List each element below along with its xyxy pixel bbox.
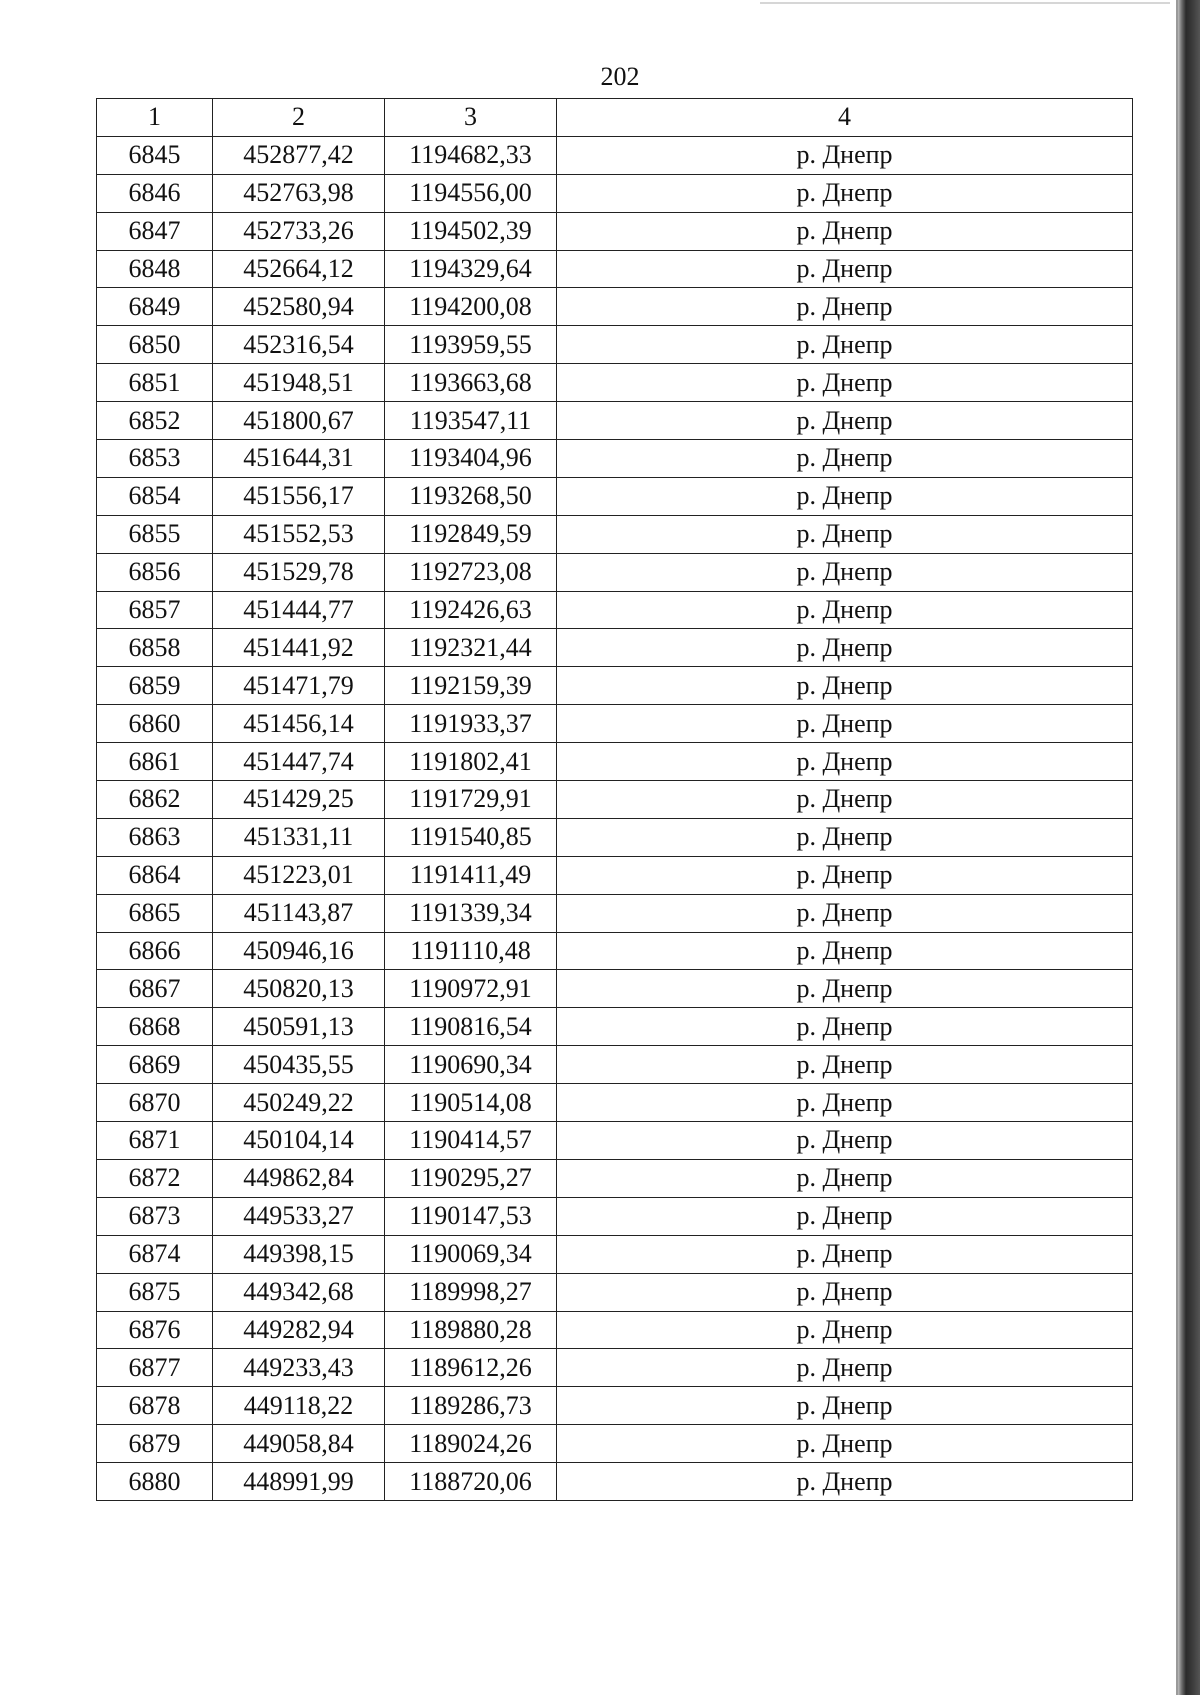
description-cell: р. Днепр (557, 970, 1133, 1008)
point-number-cell: 6856 (97, 553, 213, 591)
x-coordinate-cell: 449862,84 (213, 1159, 385, 1197)
point-number-cell: 6846 (97, 174, 213, 212)
x-coordinate-cell: 449058,84 (213, 1425, 385, 1463)
point-number-cell: 6845 (97, 136, 213, 174)
page-number: 202 (600, 62, 640, 91)
x-coordinate-cell: 451331,11 (213, 818, 385, 856)
table-row (97, 326, 1133, 364)
y-coordinate-cell: 1190414,57 (385, 1122, 557, 1160)
table-row (97, 1235, 1133, 1273)
description-cell: р. Днепр (557, 856, 1133, 894)
description-cell: р. Днепр (557, 212, 1133, 250)
point-number-cell: 6847 (97, 212, 213, 250)
point-number-cell: 6867 (97, 970, 213, 1008)
x-coordinate-cell: 451143,87 (213, 894, 385, 932)
x-coordinate-cell: 450104,14 (213, 1122, 385, 1160)
description-cell: р. Днепр (557, 402, 1133, 440)
point-number-cell: 6874 (97, 1235, 213, 1273)
y-coordinate-cell: 1193268,50 (385, 477, 557, 515)
description-cell: р. Днепр (557, 894, 1133, 932)
point-number-cell: 6878 (97, 1387, 213, 1425)
scan-edge (1178, 0, 1200, 1695)
x-coordinate-cell: 452316,54 (213, 326, 385, 364)
point-number-cell: 6871 (97, 1122, 213, 1160)
table-row (97, 932, 1133, 970)
point-number-cell: 6864 (97, 856, 213, 894)
table-row (97, 591, 1133, 629)
header-col-2: 2 (213, 99, 385, 137)
x-coordinate-cell: 451552,53 (213, 515, 385, 553)
y-coordinate-cell: 1192723,08 (385, 553, 557, 591)
point-number-cell: 6851 (97, 364, 213, 402)
y-coordinate-cell: 1190972,91 (385, 970, 557, 1008)
point-number-cell: 6854 (97, 477, 213, 515)
x-coordinate-cell: 450820,13 (213, 970, 385, 1008)
header-col-4: 4 (557, 99, 1133, 137)
table-row (97, 174, 1133, 212)
description-cell: р. Днепр (557, 515, 1133, 553)
table-row (97, 515, 1133, 553)
y-coordinate-cell: 1189998,27 (385, 1273, 557, 1311)
y-coordinate-cell: 1193663,68 (385, 364, 557, 402)
x-coordinate-cell: 450946,16 (213, 932, 385, 970)
description-cell: р. Днепр (557, 932, 1133, 970)
x-coordinate-cell: 452763,98 (213, 174, 385, 212)
description-cell: р. Днепр (557, 1387, 1133, 1425)
x-coordinate-cell: 451948,51 (213, 364, 385, 402)
x-coordinate-cell: 451800,67 (213, 402, 385, 440)
point-number-cell: 6866 (97, 932, 213, 970)
description-cell: р. Днепр (557, 1008, 1133, 1046)
x-coordinate-cell: 449533,27 (213, 1197, 385, 1235)
description-cell: р. Днепр (557, 743, 1133, 781)
description-cell: р. Днепр (557, 1349, 1133, 1387)
table-row (97, 1084, 1133, 1122)
y-coordinate-cell: 1194329,64 (385, 250, 557, 288)
y-coordinate-cell: 1190690,34 (385, 1046, 557, 1084)
y-coordinate-cell: 1191411,49 (385, 856, 557, 894)
y-coordinate-cell: 1190147,53 (385, 1197, 557, 1235)
description-cell: р. Днепр (557, 1122, 1133, 1160)
x-coordinate-cell: 451444,77 (213, 591, 385, 629)
description-cell: р. Днепр (557, 1273, 1133, 1311)
header-row (97, 99, 1133, 137)
x-coordinate-cell: 452877,42 (213, 136, 385, 174)
y-coordinate-cell: 1191933,37 (385, 705, 557, 743)
x-coordinate-cell: 449282,94 (213, 1311, 385, 1349)
table-row (97, 1159, 1133, 1197)
table-row (97, 894, 1133, 932)
point-number-cell: 6852 (97, 402, 213, 440)
coordinates-table (96, 98, 1133, 1501)
table-row (97, 1387, 1133, 1425)
y-coordinate-cell: 1191339,34 (385, 894, 557, 932)
x-coordinate-cell: 451529,78 (213, 553, 385, 591)
table-row (97, 1425, 1133, 1463)
x-coordinate-cell: 449398,15 (213, 1235, 385, 1273)
table-row (97, 288, 1133, 326)
y-coordinate-cell: 1189286,73 (385, 1387, 557, 1425)
y-coordinate-cell: 1189880,28 (385, 1311, 557, 1349)
table-row (97, 136, 1133, 174)
description-cell: р. Днепр (557, 1084, 1133, 1122)
table-row (97, 212, 1133, 250)
description-cell: р. Днепр (557, 1046, 1133, 1084)
y-coordinate-cell: 1194682,33 (385, 136, 557, 174)
point-number-cell: 6859 (97, 667, 213, 705)
point-number-cell: 6860 (97, 705, 213, 743)
point-number-cell: 6868 (97, 1008, 213, 1046)
table-row (97, 553, 1133, 591)
y-coordinate-cell: 1190514,08 (385, 1084, 557, 1122)
table-row (97, 781, 1133, 819)
table-row (97, 477, 1133, 515)
y-coordinate-cell: 1192321,44 (385, 629, 557, 667)
table-row (97, 402, 1133, 440)
y-coordinate-cell: 1194556,00 (385, 174, 557, 212)
x-coordinate-cell: 448991,99 (213, 1463, 385, 1501)
description-cell: р. Днепр (557, 288, 1133, 326)
table-row (97, 1197, 1133, 1235)
point-number-cell: 6879 (97, 1425, 213, 1463)
description-cell: р. Днепр (557, 326, 1133, 364)
point-number-cell: 6876 (97, 1311, 213, 1349)
description-cell: р. Днепр (557, 629, 1133, 667)
table-row (97, 1273, 1133, 1311)
y-coordinate-cell: 1193404,96 (385, 440, 557, 478)
y-coordinate-cell: 1191729,91 (385, 781, 557, 819)
y-coordinate-cell: 1193547,11 (385, 402, 557, 440)
x-coordinate-cell: 452733,26 (213, 212, 385, 250)
point-number-cell: 6857 (97, 591, 213, 629)
description-cell: р. Днепр (557, 705, 1133, 743)
description-cell: р. Днепр (557, 1311, 1133, 1349)
y-coordinate-cell: 1188720,06 (385, 1463, 557, 1501)
point-number-cell: 6862 (97, 781, 213, 819)
description-cell: р. Днепр (557, 1425, 1133, 1463)
scan-artifact-line (760, 2, 1170, 4)
y-coordinate-cell: 1194502,39 (385, 212, 557, 250)
description-cell: р. Днепр (557, 1197, 1133, 1235)
x-coordinate-cell: 451441,92 (213, 629, 385, 667)
table-row (97, 1463, 1133, 1501)
table-row (97, 1046, 1133, 1084)
point-number-cell: 6849 (97, 288, 213, 326)
y-coordinate-cell: 1192849,59 (385, 515, 557, 553)
x-coordinate-cell: 451223,01 (213, 856, 385, 894)
y-coordinate-cell: 1192426,63 (385, 591, 557, 629)
table-row (97, 250, 1133, 288)
x-coordinate-cell: 450591,13 (213, 1008, 385, 1046)
description-cell: р. Днепр (557, 553, 1133, 591)
table-row (97, 629, 1133, 667)
y-coordinate-cell: 1190069,34 (385, 1235, 557, 1273)
description-cell: р. Днепр (557, 667, 1133, 705)
table-row (97, 705, 1133, 743)
point-number-cell: 6873 (97, 1197, 213, 1235)
description-cell: р. Днепр (557, 818, 1133, 856)
table-row (97, 970, 1133, 1008)
x-coordinate-cell: 451447,74 (213, 743, 385, 781)
table-row (97, 1311, 1133, 1349)
point-number-cell: 6855 (97, 515, 213, 553)
point-number-cell: 6848 (97, 250, 213, 288)
y-coordinate-cell: 1189612,26 (385, 1349, 557, 1387)
x-coordinate-cell: 450435,55 (213, 1046, 385, 1084)
y-coordinate-cell: 1191110,48 (385, 932, 557, 970)
table-row (97, 743, 1133, 781)
table-row (97, 1349, 1133, 1387)
x-coordinate-cell: 451471,79 (213, 667, 385, 705)
y-coordinate-cell: 1192159,39 (385, 667, 557, 705)
point-number-cell: 6850 (97, 326, 213, 364)
description-cell: р. Днепр (557, 136, 1133, 174)
x-coordinate-cell: 451644,31 (213, 440, 385, 478)
table-row (97, 856, 1133, 894)
point-number-cell: 6863 (97, 818, 213, 856)
x-coordinate-cell: 452664,12 (213, 250, 385, 288)
point-number-cell: 6870 (97, 1084, 213, 1122)
table-row (97, 667, 1133, 705)
x-coordinate-cell: 450249,22 (213, 1084, 385, 1122)
point-number-cell: 6853 (97, 440, 213, 478)
x-coordinate-cell: 452580,94 (213, 288, 385, 326)
point-number-cell: 6869 (97, 1046, 213, 1084)
y-coordinate-cell: 1191802,41 (385, 743, 557, 781)
description-cell: р. Днепр (557, 1159, 1133, 1197)
description-cell: р. Днепр (557, 1235, 1133, 1273)
point-number-cell: 6872 (97, 1159, 213, 1197)
x-coordinate-cell: 449342,68 (213, 1273, 385, 1311)
x-coordinate-cell: 449233,43 (213, 1349, 385, 1387)
table-header (97, 99, 1133, 137)
y-coordinate-cell: 1190295,27 (385, 1159, 557, 1197)
x-coordinate-cell: 451456,14 (213, 705, 385, 743)
y-coordinate-cell: 1194200,08 (385, 288, 557, 326)
y-coordinate-cell: 1190816,54 (385, 1008, 557, 1046)
description-cell: р. Днепр (557, 364, 1133, 402)
y-coordinate-cell: 1191540,85 (385, 818, 557, 856)
header-col-1: 1 (97, 99, 213, 137)
point-number-cell: 6875 (97, 1273, 213, 1311)
description-cell: р. Днепр (557, 477, 1133, 515)
description-cell: р. Днепр (557, 591, 1133, 629)
description-cell: р. Днепр (557, 250, 1133, 288)
header-col-3: 3 (385, 99, 557, 137)
table-row (97, 1122, 1133, 1160)
y-coordinate-cell: 1193959,55 (385, 326, 557, 364)
point-number-cell: 6858 (97, 629, 213, 667)
point-number-cell: 6865 (97, 894, 213, 932)
description-cell: р. Днепр (557, 440, 1133, 478)
table-row (97, 364, 1133, 402)
description-cell: р. Днепр (557, 174, 1133, 212)
x-coordinate-cell: 451429,25 (213, 781, 385, 819)
x-coordinate-cell: 451556,17 (213, 477, 385, 515)
description-cell: р. Днепр (557, 1463, 1133, 1501)
table-row (97, 1008, 1133, 1046)
x-coordinate-cell: 449118,22 (213, 1387, 385, 1425)
point-number-cell: 6877 (97, 1349, 213, 1387)
table-row (97, 818, 1133, 856)
point-number-cell: 6861 (97, 743, 213, 781)
description-cell: р. Днепр (557, 781, 1133, 819)
point-number-cell: 6880 (97, 1463, 213, 1501)
y-coordinate-cell: 1189024,26 (385, 1425, 557, 1463)
table-row (97, 440, 1133, 478)
table-body (97, 136, 1133, 1500)
